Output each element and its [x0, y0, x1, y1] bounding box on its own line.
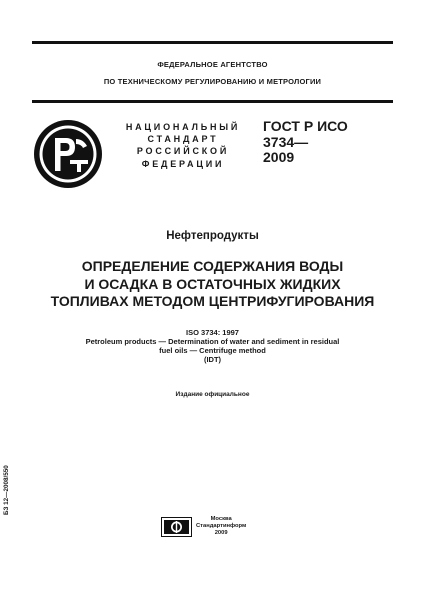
- iso-title-line-1: Petroleum products — Determination of water and sediment in residual: [85, 337, 340, 346]
- agency-line-2: ПО ТЕХНИЧЕСКОМУ РЕГУЛИРОВАНИЮ И МЕТРОЛОГИИ: [103, 77, 322, 86]
- standard-type-label: [116, 121, 250, 170]
- title-line-1: ОПРЕДЕЛЕНИЕ СОДЕРЖАНИЯ ВОДЫ: [81, 258, 344, 274]
- title-line-3: ТОПЛИВАХ МЕТОДОМ ЦЕНТРИФУГИРОВАНИЯ: [50, 293, 375, 309]
- gost-code-line-2: 3734—: [263, 133, 309, 150]
- title-line-2: И ОСАДКА В ОСТАТОЧНЫХ ЖИДКИХ: [84, 275, 341, 292]
- gost-code: [263, 119, 348, 166]
- gost-r-certification-mark-icon: [33, 119, 103, 189]
- standard-type-line-1: НАЦИОНАЛЬНЫЙ: [125, 122, 241, 132]
- publisher-year: 2009: [214, 530, 228, 537]
- publisher-city: Москва: [210, 516, 232, 522]
- publisher-name: Стандартинформ: [196, 523, 247, 530]
- agency-line-1: ФЕДЕРАЛЬНОЕ АГЕНТСТВО: [157, 60, 268, 69]
- standard-type-line-2: СТАНДАРТ: [147, 134, 219, 145]
- gost-code-line-1: ГОСТ Р ИСО: [263, 118, 348, 134]
- iso-reference: [32, 328, 393, 364]
- top-rule: [32, 41, 393, 44]
- document-title: [40, 258, 385, 311]
- standard-type-line-4: ФЕДЕРАЦИИ: [141, 158, 225, 169]
- edition-label: Издание официальное: [175, 391, 250, 398]
- iso-equivalence: (IDT): [203, 355, 222, 364]
- bottom-rule: [32, 100, 393, 103]
- side-code: БЗ 12—2008/550: [3, 465, 10, 515]
- standard-type-line-3: РОССИЙСКОЙ: [136, 146, 230, 157]
- gost-code-line-3: 2009: [263, 149, 295, 165]
- iso-title-line-2: fuel oils — Centrifuge method: [159, 346, 266, 355]
- product-heading: Нефтепродукты: [166, 230, 259, 242]
- standartinform-logo-icon: [161, 517, 192, 537]
- publisher-info: [196, 516, 246, 538]
- iso-ref: ISO 3734: 1997: [186, 328, 239, 337]
